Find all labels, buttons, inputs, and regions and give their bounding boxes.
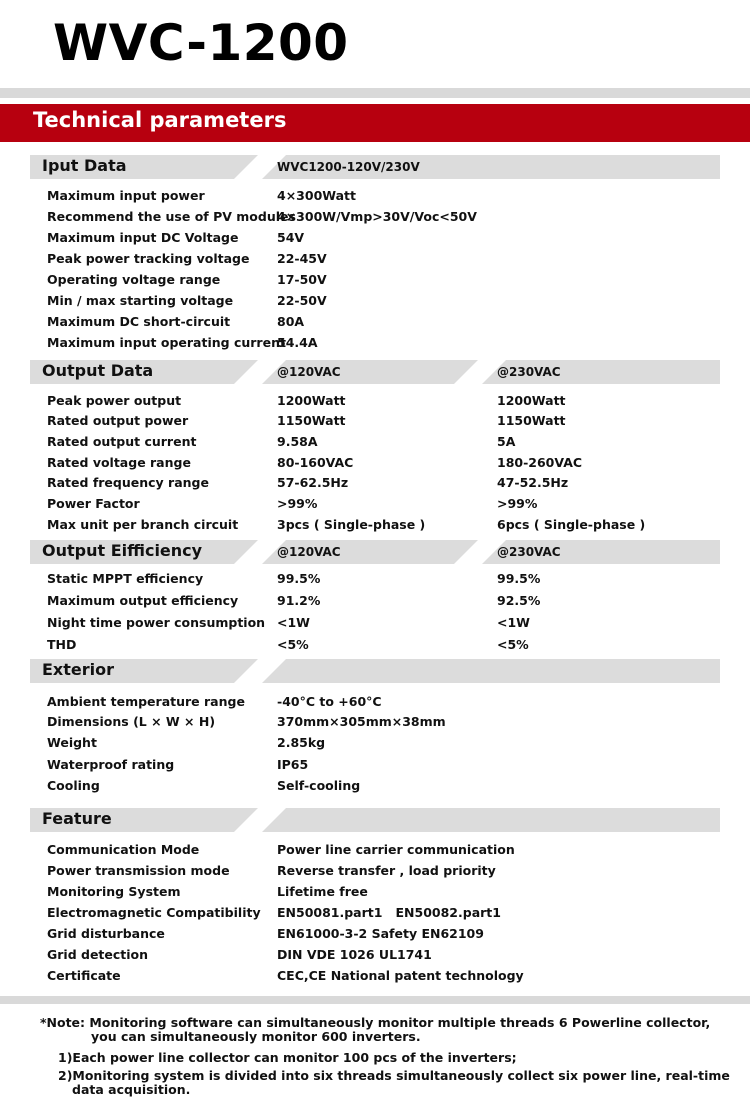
- param-value: 91.2%: [277, 593, 321, 608]
- table-row: [47, 251, 727, 271]
- param-value: <5%: [277, 637, 309, 652]
- section-title: Exterior: [42, 660, 115, 679]
- table-row: [47, 615, 727, 635]
- param-value: 80A: [277, 314, 305, 329]
- param-value: 22-50V: [277, 293, 327, 308]
- param-value: Power line carrier communication: [277, 842, 515, 857]
- section-header-output-data: [30, 360, 720, 384]
- param-value: <1W: [277, 615, 310, 630]
- param-value: CEC,CE National patent technology: [277, 968, 524, 983]
- title-area: [0, 0, 750, 88]
- table-row: [47, 884, 727, 904]
- param-value: DIN VDE 1026 UL1741: [277, 947, 432, 962]
- param-label: Rated frequency range: [47, 475, 209, 490]
- param-value: 4×300W/Vmp>30V/Voc<50V: [277, 209, 477, 224]
- param-label: Maximum DC short-circuit: [47, 314, 231, 329]
- param-value: 22-45V: [277, 251, 327, 266]
- param-label: Electromagnetic Compatibility: [47, 905, 261, 920]
- section-header-output-efficiency: [30, 540, 720, 564]
- table-row: [47, 188, 727, 208]
- param-label: Power transmission mode: [47, 863, 230, 878]
- note-line: you can simultaneously monitor 600 inverters.: [91, 1029, 421, 1044]
- param-value: 1150Watt: [497, 413, 566, 428]
- table-row: [47, 637, 727, 657]
- param-label: Certificate: [47, 968, 121, 983]
- banner-title: Technical parameters: [33, 108, 287, 132]
- param-label: Maximum input DC Voltage: [47, 230, 239, 245]
- divider-strip: [0, 996, 750, 1004]
- param-value: 1150Watt: [277, 413, 346, 428]
- table-row: [47, 393, 727, 413]
- param-label: Peak power tracking voltage: [47, 251, 250, 266]
- param-label: Maximum input operating current: [47, 335, 286, 350]
- param-label: Max unit per branch circuit: [47, 517, 239, 532]
- param-label: Weight: [47, 735, 97, 750]
- table-row: [47, 714, 727, 734]
- param-value: EN50081.part1 EN50082.part1: [277, 905, 501, 920]
- table-row: [47, 293, 727, 313]
- param-label: Recommend the use of PV modules: [47, 209, 296, 224]
- param-value: <1W: [497, 615, 530, 630]
- table-row: [47, 272, 727, 292]
- param-value: 5A: [497, 434, 516, 449]
- param-value: Lifetime free: [277, 884, 368, 899]
- table-row: [47, 926, 727, 946]
- table-row: [47, 314, 727, 334]
- table-row: [47, 735, 727, 755]
- table-row: [47, 209, 727, 229]
- header-separator: [234, 808, 286, 832]
- section-header-exterior: [30, 659, 720, 683]
- table-row: [47, 413, 727, 433]
- divider-strip: [0, 88, 750, 98]
- param-value: 47-52.5Hz: [497, 475, 569, 490]
- param-value: >99%: [277, 496, 318, 511]
- table-row: [47, 335, 727, 355]
- param-label: Monitoring System: [47, 884, 181, 899]
- section-title: Output Data: [42, 361, 154, 380]
- param-value: 4×300Watt: [277, 188, 356, 203]
- note-line: 1)Each power line collector can monitor 100 pcs of the inverters;: [58, 1050, 517, 1065]
- note-line: 2)Monitoring system is divided into six threads simultaneously collect six power line, real-time: [58, 1068, 730, 1083]
- table-row: [47, 496, 727, 516]
- param-value: 2.85kg: [277, 735, 326, 750]
- param-label: Communication Mode: [47, 842, 200, 857]
- param-value: 9.58A: [277, 434, 318, 449]
- param-value: Reverse transfer , load priority: [277, 863, 496, 878]
- notes-block: [40, 1016, 740, 1097]
- param-label: Min / max starting voltage: [47, 293, 234, 308]
- table-row: [47, 905, 727, 925]
- param-label: Maximum output efficiency: [47, 593, 239, 608]
- table-row: [47, 475, 727, 495]
- param-value: IP65: [277, 757, 309, 772]
- param-value: <5%: [497, 637, 529, 652]
- param-value: 180-260VAC: [497, 455, 583, 470]
- param-label: Grid detection: [47, 947, 149, 962]
- column-header: @120VAC: [277, 365, 341, 379]
- param-value: >99%: [497, 496, 538, 511]
- param-value: -40°C to +60°C: [277, 694, 382, 709]
- table-row: [47, 434, 727, 454]
- table-row: [47, 947, 727, 967]
- param-value: 1200Watt: [497, 393, 566, 408]
- table-row: [47, 968, 727, 988]
- param-label: Static MPPT efficiency: [47, 571, 204, 586]
- param-label: Operating voltage range: [47, 272, 221, 287]
- param-label: THD: [47, 637, 77, 652]
- product-title: WVC-1200: [53, 14, 349, 72]
- param-value: 17-50V: [277, 272, 327, 287]
- table-row: [47, 863, 727, 883]
- param-value: EN61000-3-2 Safety EN62109: [277, 926, 484, 941]
- param-value: Self-cooling: [277, 778, 361, 793]
- param-label: Night time power consumption: [47, 615, 266, 630]
- param-label: Ambient temperature range: [47, 694, 245, 709]
- param-value: 99.5%: [497, 571, 541, 586]
- section-header-feature: [30, 808, 720, 832]
- param-value: 6pcs ( Single-phase ): [497, 517, 646, 532]
- param-label: Grid disturbance: [47, 926, 165, 941]
- param-label: Power Factor: [47, 496, 140, 511]
- table-row: [47, 455, 727, 475]
- column-header: @230VAC: [497, 545, 561, 559]
- param-value: 1200Watt: [277, 393, 346, 408]
- param-label: Peak power output: [47, 393, 182, 408]
- table-row: [47, 757, 727, 777]
- param-label: Rated voltage range: [47, 455, 191, 470]
- column-header: @120VAC: [277, 545, 341, 559]
- table-row: [47, 842, 727, 862]
- section-title: Feature: [42, 809, 112, 828]
- param-value: 92.5%: [497, 593, 541, 608]
- table-row: [47, 230, 727, 250]
- param-label: Maximum input power: [47, 188, 205, 203]
- param-value: 57-62.5Hz: [277, 475, 349, 490]
- param-value: 99.5%: [277, 571, 321, 586]
- note-line: data acquisition.: [72, 1082, 191, 1097]
- param-value: 54V: [277, 230, 305, 245]
- column-header: WVC1200-120V/230V: [277, 160, 420, 174]
- param-label: Rated output power: [47, 413, 189, 428]
- param-label: Dimensions (L × W × H): [47, 714, 216, 729]
- table-row: [47, 571, 727, 591]
- section-title: Iput Data: [42, 156, 127, 175]
- section-title: Output Eifficiency: [42, 541, 203, 560]
- param-value: 80-160VAC: [277, 455, 354, 470]
- table-row: [47, 778, 727, 798]
- param-value: 3pcs ( Single-phase ): [277, 517, 426, 532]
- param-value: 54.4A: [277, 335, 318, 350]
- table-row: [47, 593, 727, 613]
- param-label: Waterproof rating: [47, 757, 175, 772]
- table-row: [47, 694, 727, 714]
- note-line: *Note: Monitoring software can simultaneously monitor multiple threads 6 Powerline collector,: [40, 1015, 711, 1030]
- section-header-input-data: [30, 155, 720, 179]
- param-label: Rated output current: [47, 434, 197, 449]
- param-value: 370mm×305mm×38mm: [277, 714, 446, 729]
- column-header: @230VAC: [497, 365, 561, 379]
- table-row: [47, 517, 727, 537]
- header-separator: [234, 659, 286, 683]
- param-label: Cooling: [47, 778, 100, 793]
